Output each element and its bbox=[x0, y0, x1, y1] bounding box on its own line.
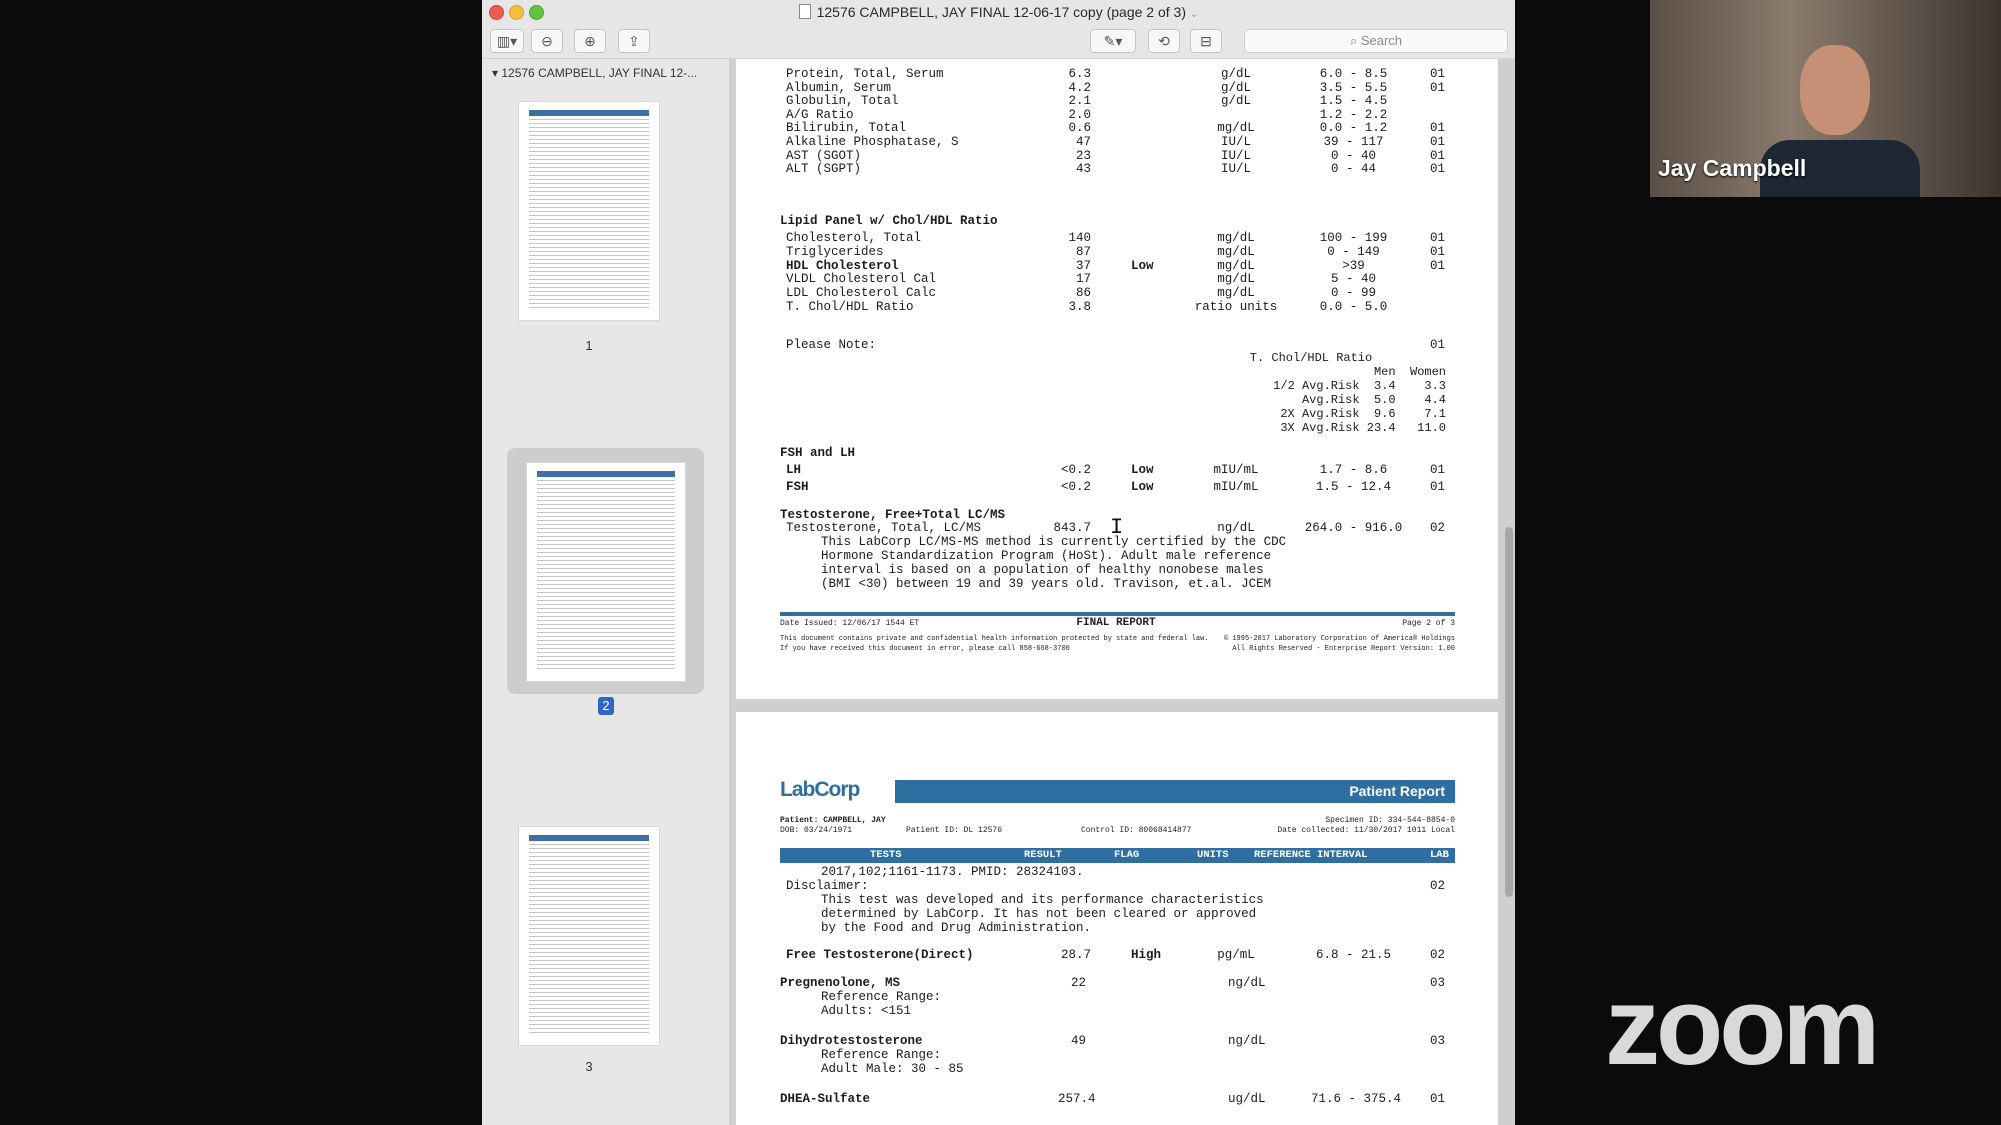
thumbnail-page-2[interactable] bbox=[526, 462, 686, 682]
search-placeholder: Search bbox=[1360, 33, 1403, 48]
patient-id: Patient ID: DL 12576 bbox=[906, 826, 1003, 835]
cell-lab: 01 bbox=[1430, 162, 1446, 177]
window-title: 12576 CAMPBELL, JAY FINAL 12-06-17 copy (page 2 of 3) bbox=[816, 4, 1186, 20]
specimen-id: Specimen ID: 334-544-8854-0 bbox=[1325, 816, 1455, 825]
cell-name: T. Chol/HDL Ratio bbox=[786, 300, 914, 314]
cell-ref: 1.2 - 2.2 bbox=[1319, 107, 1388, 122]
thumbnail-page-1[interactable] bbox=[518, 101, 660, 321]
rotate-icon: ⟲ bbox=[1158, 33, 1170, 49]
cell-units: mg/dL bbox=[1217, 272, 1255, 287]
header-tests: TESTS bbox=[870, 849, 902, 861]
pen-icon: ✎▾ bbox=[1103, 33, 1123, 49]
cell-name: FSH bbox=[786, 480, 809, 494]
fsh-lh-title: FSH and LH bbox=[780, 446, 856, 460]
cell-ref: 6.0 - 8.5 bbox=[1319, 67, 1388, 81]
share-button[interactable] bbox=[618, 29, 650, 53]
patient-dob: DOB: 03/24/1971 bbox=[780, 826, 853, 835]
disclaimer-lab: 02 bbox=[1430, 879, 1446, 893]
thumbnail-page-3[interactable] bbox=[518, 826, 660, 1046]
citation-continued: 2017,102;1161-1173. PMID: 28324103. bbox=[821, 865, 1084, 879]
lipid-panel-title: Lipid Panel w/ Chol/HDL Ratio bbox=[780, 214, 998, 228]
note-line: (BMI <30) between 19 and 39 years old. Travison, et.al. JCEM bbox=[821, 577, 1272, 591]
preview-window bbox=[482, 0, 1515, 1125]
page-number-1: 1 bbox=[585, 338, 593, 353]
cell-ref: 0 - 44 bbox=[1330, 162, 1376, 177]
pregnenolone-units: ng/dL bbox=[1228, 976, 1266, 990]
disclaimer-line: determined by LabCorp. It has not been cleared or approved bbox=[821, 907, 1257, 921]
cell-units: mg/dL bbox=[1217, 121, 1255, 136]
risk-line: 1/2 Avg.Risk 3.4 3.3 bbox=[1273, 379, 1446, 393]
privacy-line-1: This document contains private and confidential health information protected by state and federal law. bbox=[780, 635, 1209, 643]
header-result: RESULT bbox=[1024, 849, 1062, 861]
sidebar-toggle-button[interactable] bbox=[490, 29, 524, 53]
cell-name: Alkaline Phosphatase, S bbox=[786, 135, 959, 149]
cell-name: Free Testosterone(Direct) bbox=[786, 948, 974, 962]
cell-units: g/dL bbox=[1220, 94, 1251, 109]
cell-lab: 01 bbox=[1430, 258, 1446, 273]
cell-ref: 0.0 - 1.2 bbox=[1319, 121, 1388, 136]
dht-result: 49 bbox=[1071, 1034, 1087, 1048]
toolbar bbox=[482, 26, 1515, 59]
cell-ref: 6.8 - 21.5 bbox=[1315, 948, 1391, 962]
cell-ref: 100 - 199 bbox=[1319, 231, 1388, 245]
final-report-label: FINAL REPORT bbox=[1076, 617, 1156, 629]
thumbnail-text-lines bbox=[529, 841, 649, 1035]
cell-ref: 0 - 40 bbox=[1330, 148, 1376, 163]
cell-result: 0.6 bbox=[1068, 121, 1091, 136]
cell-name: Triglycerides bbox=[786, 244, 884, 259]
cell-ref: >39 bbox=[1342, 258, 1365, 273]
risk-line: 2X Avg.Risk 9.6 7.1 bbox=[1280, 407, 1446, 421]
labcorp-header-bar bbox=[780, 780, 1455, 803]
cell-lab: 02 bbox=[1430, 948, 1446, 962]
window-title-area[interactable] bbox=[482, 4, 1515, 20]
zoom-out-icon: ⊖ bbox=[541, 33, 553, 49]
risk-line: 3X Avg.Risk 23.4 11.0 bbox=[1280, 421, 1446, 435]
zoom-logo: zoom bbox=[1605, 965, 1877, 1088]
thumbnail-sidebar bbox=[482, 59, 730, 1125]
dht-ref-label: Reference Range: bbox=[821, 1048, 942, 1062]
cell-units: ratio units bbox=[1194, 300, 1278, 314]
risk-table-title: T. Chol/HDL Ratio bbox=[1249, 351, 1373, 365]
labcorp-logo: LabCorp bbox=[780, 778, 895, 805]
disclaimer-line: This test was developed and its performance characteristics bbox=[821, 893, 1264, 907]
cell-units: IU/L bbox=[1220, 135, 1251, 149]
copyright-line-1: © 1995-2017 Laboratory Corporation of America® Holdings bbox=[1223, 635, 1455, 643]
document-icon bbox=[799, 4, 811, 19]
cell-ref: 1.5 - 12.4 bbox=[1315, 480, 1391, 494]
cell-lab: 01 bbox=[1430, 135, 1446, 149]
cell-lab: 01 bbox=[1430, 148, 1446, 163]
cell-ref: 0 - 149 bbox=[1327, 244, 1380, 259]
cell-result: 2.1 bbox=[1068, 94, 1091, 109]
document-view[interactable] bbox=[730, 59, 1515, 1125]
privacy-line-2: If you have received this document in error, please call 858-668-3700 bbox=[780, 645, 1070, 653]
cell-result: <0.2 bbox=[1060, 480, 1091, 494]
cell-ref: 0 - 99 bbox=[1330, 286, 1376, 301]
pregnenolone-name: Pregnenolone, MS bbox=[780, 976, 901, 990]
cell-units: IU/L bbox=[1220, 162, 1251, 177]
dht-units: ng/dL bbox=[1228, 1034, 1266, 1048]
cell-result: 43 bbox=[1075, 162, 1091, 177]
pregnenolone-lab: 03 bbox=[1430, 976, 1446, 990]
cell-result: 843.7 bbox=[1053, 521, 1091, 535]
cell-lab: 01 bbox=[1430, 244, 1446, 259]
cell-units: pg/mL bbox=[1217, 948, 1255, 962]
cell-ref: 3.5 - 5.5 bbox=[1319, 80, 1388, 95]
search-field[interactable] bbox=[1244, 29, 1508, 53]
pregnenolone-result: 22 bbox=[1071, 976, 1087, 990]
cell-ref: 1.7 - 8.6 bbox=[1319, 463, 1388, 477]
cell-flag: Low bbox=[1131, 463, 1154, 477]
testosterone-title: Testosterone, Free+Total LC/MS bbox=[780, 508, 1006, 522]
dhea-name: DHEA-Sulfate bbox=[780, 1092, 871, 1106]
dhea-lab: 01 bbox=[1430, 1092, 1446, 1106]
disclaimer-line: by the Food and Drug Administration. bbox=[821, 921, 1092, 935]
zoom-in-icon: ⊕ bbox=[584, 33, 596, 49]
testosterone-notes bbox=[821, 535, 1286, 591]
cell-units: mIU/mL bbox=[1213, 463, 1259, 477]
cell-units: g/dL bbox=[1220, 67, 1251, 81]
toolbox-icon: ⊟ bbox=[1200, 33, 1212, 49]
cell-ref: 5 - 40 bbox=[1330, 272, 1376, 287]
patient-name: Patient: CAMPBELL, JAY bbox=[780, 816, 886, 825]
participant-face bbox=[1800, 45, 1870, 135]
cell-name: Protein, Total, Serum bbox=[786, 67, 944, 81]
cell-units: mg/dL bbox=[1217, 286, 1255, 301]
zoom-in-button[interactable] bbox=[574, 29, 606, 53]
header-lab: LAB bbox=[1430, 849, 1449, 861]
cell-name: Albumin, Serum bbox=[786, 80, 892, 95]
cell-lab: 01 bbox=[1430, 80, 1446, 95]
dht-ref-value: Adult Male: 30 - 85 bbox=[821, 1062, 964, 1076]
results-table-header bbox=[780, 848, 1455, 863]
cell-name: Cholesterol, Total bbox=[786, 231, 922, 245]
please-note-lab: 01 bbox=[1430, 338, 1446, 352]
date-collected: Date collected: 11/30/2017 1011 Local bbox=[1277, 826, 1455, 835]
cell-result: 23 bbox=[1075, 148, 1091, 163]
markup-button[interactable] bbox=[1090, 29, 1136, 53]
cell-flag: Low bbox=[1131, 258, 1154, 273]
please-note: Please Note: bbox=[786, 338, 877, 352]
cell-units: IU/L bbox=[1220, 148, 1251, 163]
cell-units: ng/dL bbox=[1217, 521, 1255, 535]
disclosure-triangle-icon: ▾ bbox=[492, 66, 502, 80]
dhea-result: 257.4 bbox=[1058, 1092, 1096, 1106]
patient-report-title: Patient Report bbox=[1349, 783, 1445, 799]
cell-result: 2.0 bbox=[1068, 107, 1091, 122]
page-number-2: 2 bbox=[598, 697, 614, 715]
cell-flag: High bbox=[1131, 948, 1162, 962]
cell-result: <0.2 bbox=[1060, 463, 1091, 477]
page-of-label: Page 2 of 3 bbox=[1402, 619, 1455, 628]
text-cursor-icon: I bbox=[1110, 515, 1124, 540]
cell-ref: 39 - 117 bbox=[1323, 135, 1384, 149]
dhea-units: ug/dL bbox=[1228, 1092, 1266, 1106]
header-flag: FLAG bbox=[1114, 849, 1140, 861]
document-page-2 bbox=[736, 59, 1498, 699]
zoom-out-button[interactable] bbox=[531, 29, 563, 53]
cell-ref: 0.0 - 5.0 bbox=[1319, 300, 1388, 314]
control-id: Control ID: 80068414877 bbox=[1081, 826, 1192, 835]
share-icon: ⇪ bbox=[628, 33, 640, 49]
cell-result: 4.2 bbox=[1068, 80, 1091, 95]
risk-table-header: Men Women bbox=[1373, 365, 1446, 379]
sidebar-document-item[interactable] bbox=[492, 66, 697, 80]
search-icon: ⌕ bbox=[1349, 33, 1361, 48]
cell-units: mIU/mL bbox=[1213, 480, 1259, 494]
header-units: UNITS bbox=[1197, 849, 1229, 861]
risk-table bbox=[1206, 351, 1446, 435]
cell-name: VLDL Cholesterol Cal bbox=[786, 272, 937, 287]
cell-name: Bilirubin, Total bbox=[786, 121, 907, 136]
rotate-button[interactable] bbox=[1148, 29, 1180, 53]
cell-name: LH bbox=[786, 463, 802, 477]
risk-line: Avg.Risk 5.0 4.4 bbox=[1301, 393, 1446, 407]
cell-result: 3.8 bbox=[1068, 300, 1091, 314]
cell-name: Globulin, Total bbox=[786, 94, 899, 109]
copyright-line-2: All Rights Reserved - Enterprise Report Version: 1.00 bbox=[1232, 645, 1455, 653]
disclaimer-label: Disclaimer: bbox=[786, 879, 869, 893]
cell-result: 86 bbox=[1075, 286, 1091, 301]
dht-lab: 03 bbox=[1430, 1034, 1446, 1048]
cell-result: 37 bbox=[1075, 258, 1091, 273]
chevron-down-icon: ⌄ bbox=[1190, 9, 1199, 20]
participant-video[interactable] bbox=[1650, 0, 2001, 197]
cell-units: mg/dL bbox=[1217, 258, 1255, 273]
sidebar-icon: ▥▾ bbox=[496, 33, 518, 49]
vertical-scrollbar[interactable] bbox=[1505, 527, 1513, 897]
toolbox-button[interactable] bbox=[1190, 29, 1222, 53]
cell-result: 87 bbox=[1075, 244, 1091, 259]
cell-result: 6.3 bbox=[1068, 67, 1091, 81]
note-line: Hormone Standardization Program (HoSt). Adult male reference bbox=[821, 549, 1272, 563]
cell-result: 140 bbox=[1068, 231, 1091, 245]
cell-result: 17 bbox=[1075, 272, 1091, 287]
disclaimer-text bbox=[821, 893, 1264, 935]
cell-result: 28.7 bbox=[1060, 948, 1091, 962]
page-number-3: 3 bbox=[585, 1059, 593, 1074]
cell-name: ALT (SGPT) bbox=[786, 162, 862, 177]
sidebar-document-label: 12576 CAMPBELL, JAY FINAL 12-... bbox=[501, 66, 698, 80]
dht-name: Dihydrotestosterone bbox=[780, 1034, 923, 1048]
cell-lab: 01 bbox=[1430, 480, 1446, 494]
participant-name: Jay Campbell bbox=[1658, 155, 1807, 181]
header-reference-interval: REFERENCE INTERVAL bbox=[1254, 849, 1368, 861]
pregnenolone-ref-value: Adults: <151 bbox=[821, 1004, 912, 1018]
dhea-ref: 71.6 - 375.4 bbox=[1311, 1092, 1402, 1106]
thumbnail-text-lines bbox=[529, 116, 649, 310]
cell-name: HDL Cholesterol bbox=[786, 258, 899, 273]
cell-name: Testosterone, Total, LC/MS bbox=[786, 521, 982, 535]
cell-lab: 01 bbox=[1430, 231, 1446, 245]
document-page-3 bbox=[736, 712, 1498, 1125]
cell-units: mg/dL bbox=[1217, 244, 1255, 259]
cell-lab: 01 bbox=[1430, 67, 1446, 81]
cell-result: 47 bbox=[1075, 135, 1091, 149]
cell-flag: Low bbox=[1131, 480, 1154, 494]
thumbnail-text-lines bbox=[537, 477, 675, 671]
note-line: interval is based on a population of healthy nonobese males bbox=[821, 563, 1264, 577]
cell-name: LDL Cholesterol Calc bbox=[786, 286, 937, 301]
date-issued: Date Issued: 12/06/17 1544 ET bbox=[780, 619, 920, 628]
cell-lab: 02 bbox=[1430, 521, 1446, 535]
note-line: This LabCorp LC/MS-MS method is currently certified by the CDC bbox=[821, 535, 1287, 549]
cell-units: g/dL bbox=[1220, 80, 1251, 95]
title-bar bbox=[482, 0, 1515, 26]
cell-lab: 01 bbox=[1430, 463, 1446, 477]
pregnenolone-ref-label: Reference Range: bbox=[821, 990, 942, 1004]
cell-ref: 264.0 - 916.0 bbox=[1304, 521, 1403, 535]
cell-name: A/G Ratio bbox=[786, 107, 854, 122]
footer-rule bbox=[780, 612, 1455, 616]
cell-name: AST (SGOT) bbox=[786, 148, 862, 163]
cell-lab: 01 bbox=[1430, 121, 1446, 136]
cell-ref: 1.5 - 4.5 bbox=[1319, 94, 1388, 109]
cell-units: mg/dL bbox=[1217, 231, 1255, 245]
